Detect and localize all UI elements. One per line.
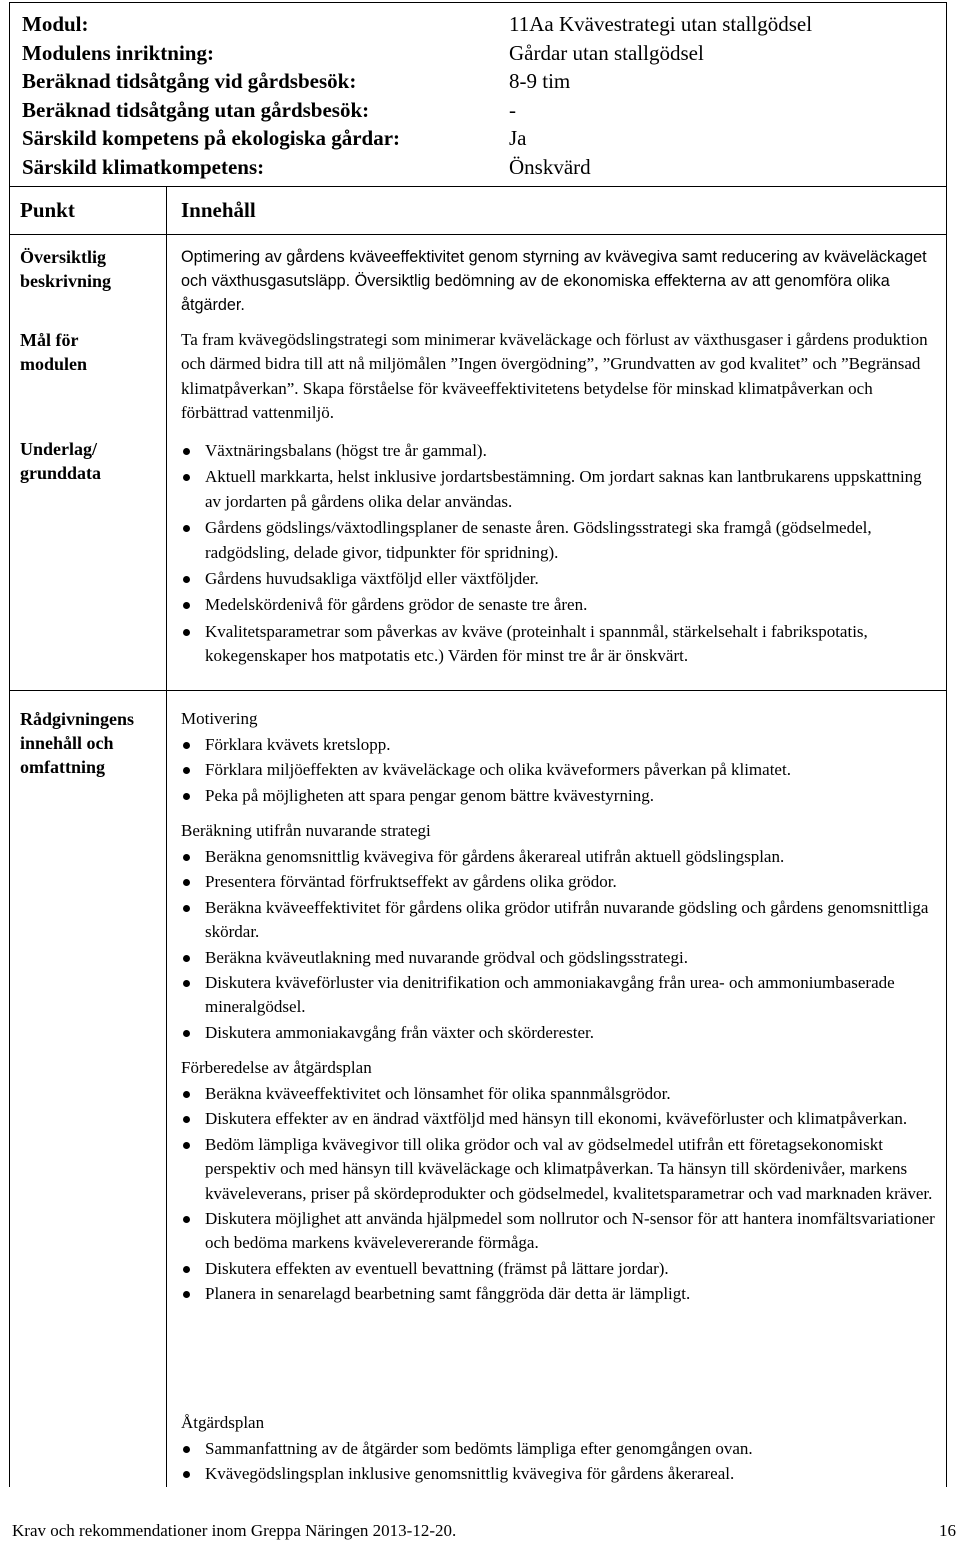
page-number: 16 [939, 1521, 956, 1540]
footer-text: Krav och rekommendationer inom Greppa Näringen 2013-12-20. [12, 1521, 457, 1540]
overview-label: Översiktlig beskrivning [20, 247, 112, 291]
table-border-left [9, 2, 10, 1487]
list-item: Beräkna genomsnittlig kvävegiva för gårdens åkerareal utifrån aktuell gödslingsplan. [181, 845, 941, 869]
motivation-list [181, 733, 941, 808]
climate-competence-value: Önskvärd [509, 155, 591, 179]
basis-data-label: Underlag/ grunddata [20, 439, 102, 483]
overview-text: Optimering av gårdens kväveeffektivitet genom styrning av kvävegiva samt reducering av kväveläckaget och växthusgasutsläpp. Översiktlig bedömning av de ekonomiska effekterna av att genomföra olika åtgärder. [181, 248, 927, 314]
list-item: Gårdens huvudsakliga växtföljd eller växtföljder. [181, 567, 941, 591]
goal-text: Ta fram kvävegödslingstrategi som minimerar kväveläckage och förlust av växthusgaser i gårdens produktion och därmed bidra till att nå miljömålen ”Ingen övergödning”, ”Grundvatten av god kvalitet” och ”Begränsad klimatpåverkan”. Skapa förståelse för kväveeffektivitetens betydelse för minskad klimatpåverkan och förbättrad vattenmiljö. [181, 330, 928, 423]
column-heading-punkt: Punkt [20, 198, 75, 222]
calculation-heading: Beräkning utifrån nuvarande strategi [181, 821, 431, 840]
list-item: Växtnäringsbalans (högst tre år gammal). [181, 439, 941, 463]
focus-label: Modulens inriktning: [22, 41, 214, 65]
list-item: Sammanfattning av de åtgärder som bedömts lämpliga efter genomgången ovan. [181, 1437, 941, 1461]
list-item: Medelskördenivå för gårdens grödor de senaste tre åren. [181, 593, 941, 617]
time-with-visit-value: 8-9 tim [509, 69, 571, 93]
organic-competence-value: Ja [509, 126, 527, 150]
focus-value: Gårdar utan stallgödsel [509, 41, 704, 65]
column-divider [166, 186, 167, 1487]
list-item: Bedöm lämpliga kvävegivor till olika grödor och val av gödselmedel utifrån ett företagsekonomiskt perspektiv och med hänsyn till kväveläckage och klimatpåverkan. Ta hänsyn till skördenivåer, markens kväveleverans, priser på skördeprodukter och gödselmedel, kvalitetsparametrar och vad marknaden kräver. [181, 1133, 941, 1206]
section-divider [9, 690, 947, 691]
organic-competence-label: Särskild kompetens på ekologiska gårdar: [22, 126, 401, 150]
list-item: Diskutera ammoniakavgång från växter och skörderester. [181, 1021, 941, 1045]
list-item: Diskutera möjlighet att använda hjälpmedel som nollrutor och N-sensor för att hantera inomfältsvariationer och bedöma markens kvävelevererande förmåga. [181, 1207, 941, 1256]
list-item: Peka på möjligheten att spara pengar genom bättre kvävestyrning. [181, 784, 941, 808]
motivation-heading: Motivering [181, 709, 258, 728]
list-item: Kvävegödslingsplan inklusive genomsnittlig kvävegiva för gårdens åkerareal. [181, 1462, 941, 1486]
list-item: Diskutera effekter av en ändrad växtföljd med hänsyn till ekonomi, kväveförluster och klimatpåverkan. [181, 1107, 941, 1131]
column-header-divider [9, 234, 947, 235]
action-plan-heading: Åtgärdsplan [181, 1413, 265, 1432]
action-plan-list [181, 1437, 941, 1487]
list-item: Förklara miljöeffekten av kväveläckage och olika kväveformers påverkan på klimatet. [181, 758, 941, 782]
list-item: Beräkna kväveutlakning med nuvarande grödval och gödslingsstrategi. [181, 946, 941, 970]
list-item: Diskutera kväveförluster via denitrifikation och ammoniakavgång från urea- och ammoniumbaserade mineralgödsel. [181, 971, 941, 1020]
list-item: Presentera förväntad förfruktseffekt av gårdens olika grödor. [181, 870, 941, 894]
preparation-heading: Förberedelse av åtgärdsplan [181, 1058, 372, 1077]
basis-data-list [181, 439, 941, 669]
advice-content-label: Rådgivningens innehåll och omfattning [20, 709, 135, 777]
time-with-visit-label: Beräknad tidsåtgång vid gårdsbesök: [22, 69, 357, 93]
list-item: Förklara kvävets kretslopp. [181, 733, 941, 757]
list-item: Planera in senarelagd bearbetning samt fånggröda där detta är lämpligt. [181, 1282, 941, 1306]
list-item: Beräkna kväveeffektivitet för gårdens olika grödor utifrån nuvarande gödsling och gårdens genomsnittliga skördar. [181, 896, 941, 945]
column-heading-innehall: Innehåll [181, 198, 256, 222]
preparation-list [181, 1082, 941, 1307]
module-value: 11Aa Kvävestrategi utan stallgödsel [509, 12, 813, 36]
list-item: Beräkna kväveeffektivitet och lönsamhet för olika spannmålsgrödor. [181, 1082, 941, 1106]
list-item: Gårdens gödslings/växtodlingsplaner de senaste åren. Gödslingsstrategi ska framgå (gödselmedel, radgödsling, delade givor, tidpunkter för spridning). [181, 516, 941, 565]
list-item: Kvalitetsparametrar som påverkas av kväve (proteinhalt i spannmål, stärkelsehalt i fabrikspotatis, kokegenskaper hos matpotatis etc.) Värden för minst tre år är önskvärt. [181, 620, 941, 669]
calculation-list [181, 845, 941, 1045]
table-border-top [9, 2, 947, 3]
climate-competence-label: Särskild klimatkompetens: [22, 155, 265, 179]
list-item: Aktuell markkarta, helst inklusive jordartsbestämning. Om jordart saknas kan lantbrukarens uppskattning av jordarten på gårdens olika delar användas. [181, 465, 941, 514]
goal-label: Mål för modulen [20, 330, 88, 374]
module-label: Modul: [22, 12, 89, 36]
time-without-visit-value: - [509, 98, 516, 122]
header-divider [9, 186, 947, 187]
table-border-right [946, 2, 947, 1487]
time-without-visit-label: Beräknad tidsåtgång utan gårdsbesök: [22, 98, 370, 122]
list-item: Diskutera effekten av eventuell bevattning (främst på lättare jordar). [181, 1257, 941, 1281]
